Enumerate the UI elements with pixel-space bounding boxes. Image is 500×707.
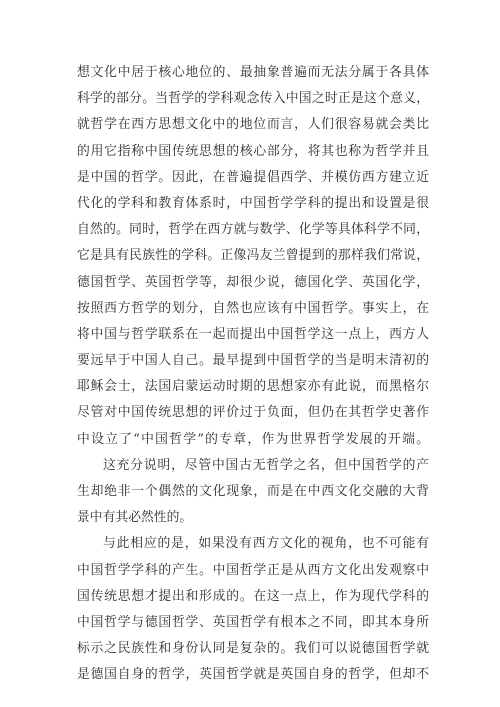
text-line: 中设立了“中国哲学”的专章，作为世界哲学发展的开端。 — [77, 431, 429, 447]
text-line: 耶稣会士，法国启蒙运动时期的思想家亦有此说，而黑格尔 — [77, 379, 429, 395]
text-line: 标示之民族性和身份认同是复杂的。我们可以说德国哲学就 — [77, 641, 429, 657]
text-line: 想文化中居于核心地位的、最抽象普遍而无法分属于各具体 — [77, 65, 429, 80]
text-line: 按照西方哲学的划分，自然也应该有中国哲学。事实上，在 — [77, 300, 429, 316]
text-line: 中国哲学学科的产生。中国哲学正是从西方文化出发观察中 — [77, 562, 429, 578]
paragraph-1 — [77, 60, 429, 453]
text-line: 尽管对中国传统思想的评价过于负面，但仍在其哲学史著作 — [77, 405, 429, 421]
text-line: 将中国与哲学联系在一起而提出中国哲学这一点上，西方人 — [77, 326, 429, 342]
text-line: 科学的部分。当哲学的学科观念传入中国之时正是这个意义， — [77, 91, 429, 107]
text-line: 要远早于中国人自己。最早提到中国哲学的当是明末清初的 — [77, 353, 429, 369]
text-line: 与此相应的是，如果没有西方文化的视角，也不可能有 — [103, 536, 429, 552]
text-line: 是中国的哲学。因此，在普遍提倡西学、并模仿西方建立近 — [77, 169, 429, 185]
document-body — [77, 60, 429, 689]
text-line: 的用它指称中国传统思想的核心部分，将其也称为哲学并且 — [77, 143, 429, 159]
text-line: 景中有其必然性的。 — [77, 510, 193, 526]
text-line: 是德国自身的哲学，英国哲学就是英国自身的哲学，但却不 — [77, 667, 429, 683]
text-line: 生却绝非一个偶然的文化现象，而是在中西文化交融的大背 — [77, 484, 429, 499]
text-line: 这充分说明，尽管中国古无哲学之名，但中国哲学的产 — [103, 457, 429, 473]
paragraph-3 — [77, 531, 429, 688]
text-line: 德国哲学、英国哲学等，却很少说，德国化学、英国化学， — [77, 274, 429, 290]
text-line: 国传统思想才提出和形成的。在这一点上，作为现代学科的 — [77, 588, 429, 604]
text-line: 就哲学在西方思想文化中的地位而言，人们很容易就会类比 — [77, 117, 429, 133]
text-line: 自然的。同时，哲学在西方就与数学、化学等具体科学不同， — [77, 222, 429, 238]
text-line: 代化的学科和教育体系时，中国哲学学科的提出和设置是很 — [77, 195, 429, 211]
text-line: 中国哲学与德国哲学、英国哲学有根本之不同，即其本身所 — [77, 614, 429, 630]
paragraph-2 — [77, 453, 429, 532]
text-line: 它是具有民族性的学科。正像冯友兰曾提到的那样我们常说， — [77, 248, 429, 264]
